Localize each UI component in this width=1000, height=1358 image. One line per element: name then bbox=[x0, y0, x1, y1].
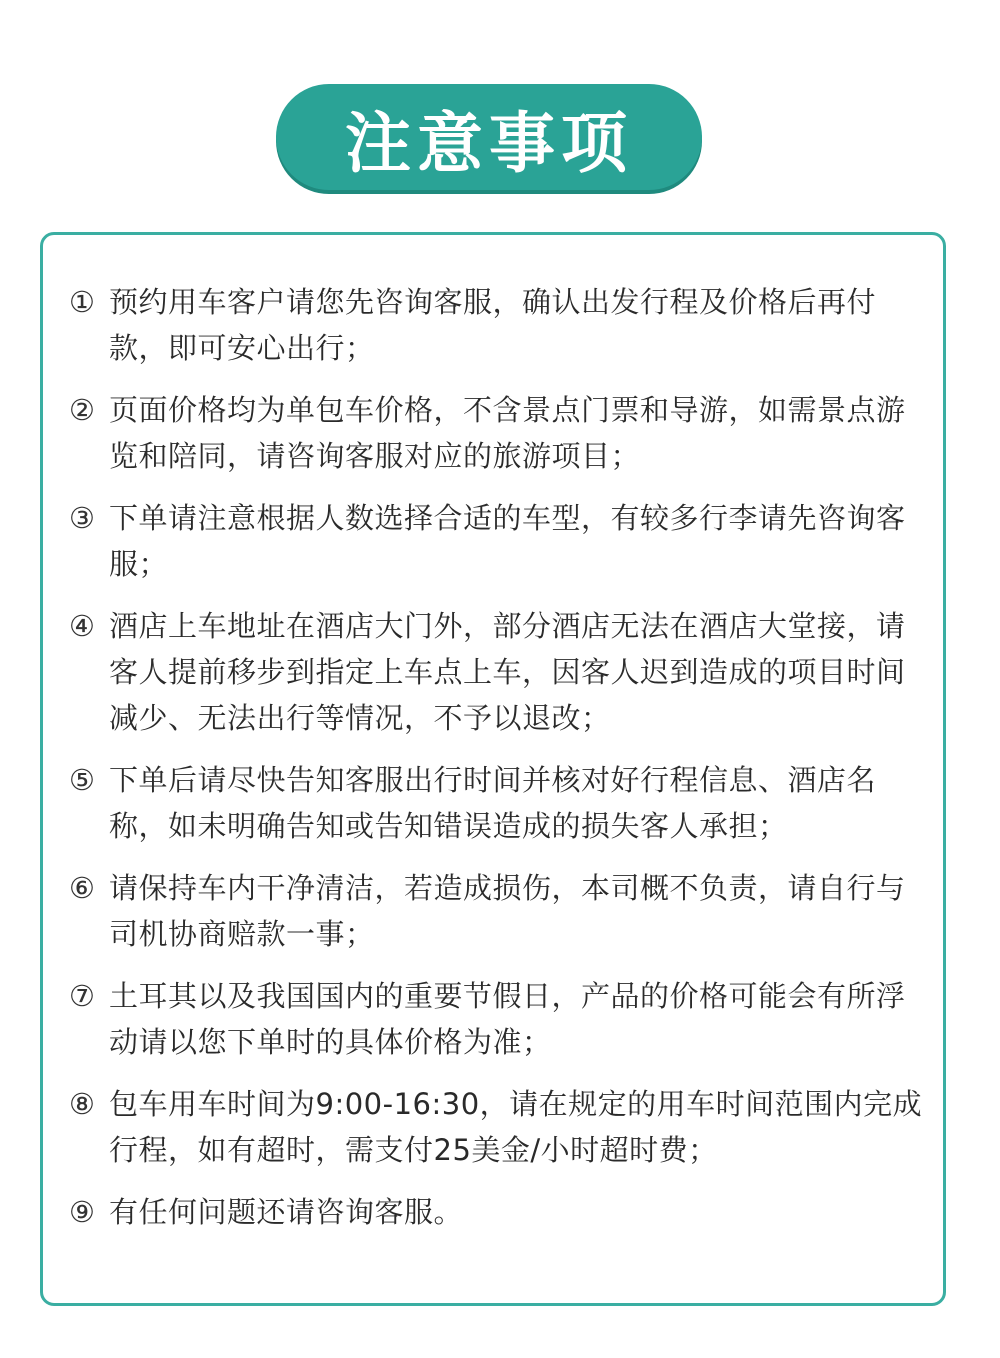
notice-text: 土耳其以及我国国内的重要节假日，产品的价格可能会有所浮动请以您下单时的具体价格为准； bbox=[109, 979, 906, 1059]
notice-text: 酒店上车地址在酒店大门外，部分酒店无法在酒店大堂接，请客人提前移步到指定上车点上车，因客人迟到造成的项目时间减少、无法出行等情况，不予以退改； bbox=[109, 609, 906, 735]
notice-number: ① bbox=[69, 285, 95, 319]
notice-item bbox=[69, 757, 929, 849]
notice-item bbox=[69, 387, 929, 479]
notice-item bbox=[69, 495, 929, 587]
notice-text: 预约用车客户请您先咨询客服，确认出发行程及价格后再付款，即可安心出行； bbox=[109, 285, 877, 365]
notice-item bbox=[69, 279, 929, 371]
notice-item bbox=[69, 1081, 929, 1173]
page-title: 注意事项 bbox=[345, 103, 633, 182]
title-banner bbox=[276, 84, 702, 190]
notice-item bbox=[69, 603, 929, 741]
notice-item bbox=[69, 973, 929, 1065]
notice-number: ⑨ bbox=[69, 1195, 95, 1229]
notice-number: ② bbox=[69, 393, 95, 427]
notice-text: 有任何问题还请咨询客服。 bbox=[109, 1195, 464, 1229]
notice-text: 页面价格均为单包车价格，不含景点门票和导游，如需景点游览和陪同，请咨询客服对应的旅游项目； bbox=[109, 393, 906, 473]
notice-box bbox=[40, 232, 946, 1306]
notice-number: ⑦ bbox=[69, 979, 95, 1013]
notice-text: 包车用车时间为9:00-16:30，请在规定的用车时间范围内完成行程，如有超时，需支付25美金/小时超时费； bbox=[109, 1087, 923, 1167]
notice-text: 下单后请尽快告知客服出行时间并核对好行程信息、酒店名称，如未明确告知或告知错误造成的损失客人承担； bbox=[109, 763, 877, 843]
notice-text: 下单请注意根据人数选择合适的车型，有较多行李请先咨询客服； bbox=[109, 501, 906, 581]
notice-number: ⑤ bbox=[69, 763, 95, 797]
notice-item bbox=[69, 865, 929, 957]
notice-text: 请保持车内干净清洁，若造成损伤，本司概不负责，请自行与司机协商赔款一事； bbox=[109, 871, 906, 951]
notice-number: ③ bbox=[69, 501, 95, 535]
notice-number: ⑧ bbox=[69, 1087, 95, 1121]
notice-number: ⑥ bbox=[69, 871, 95, 905]
notice-item bbox=[69, 1189, 929, 1235]
notice-number: ④ bbox=[69, 609, 95, 643]
notice-list bbox=[69, 279, 929, 1251]
